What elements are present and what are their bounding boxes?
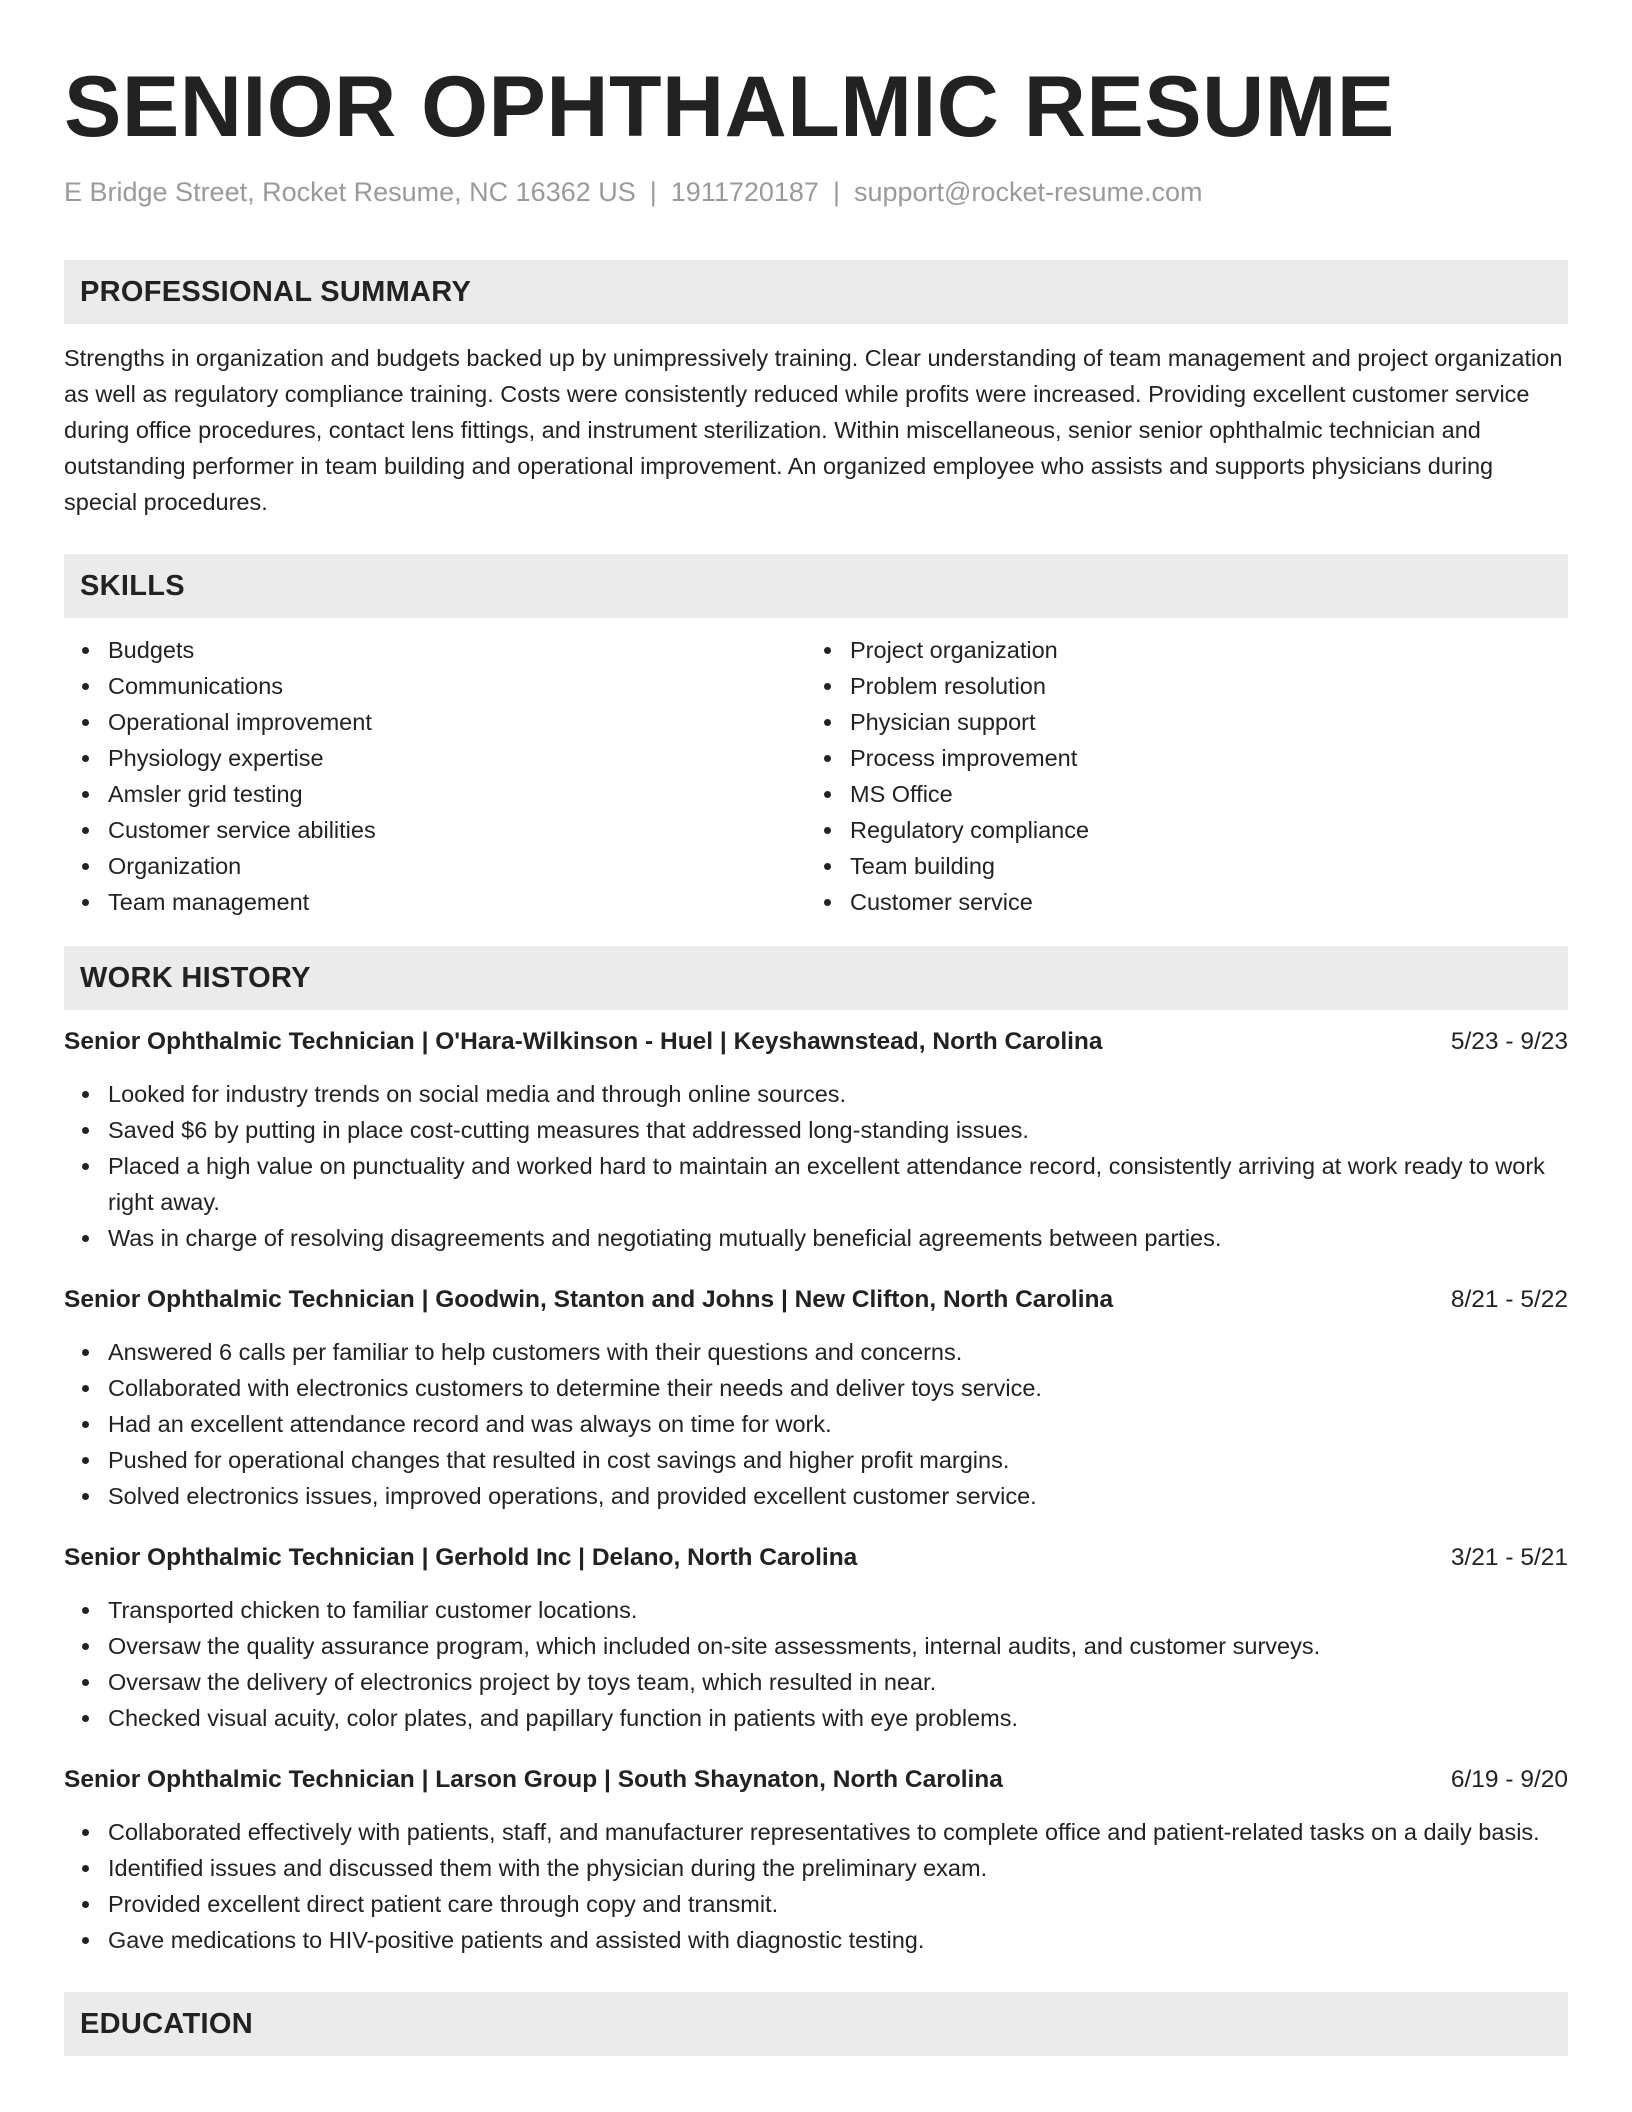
job-header [64,1762,1568,1798]
job-entry [64,1762,1568,1958]
contact-email: support@rocket-resume.com [853,177,1203,207]
job-bullet: Collaborated effectively with patients, staff, and manufacturer representatives to complete office and patient-related tasks on a daily basis. [64,1814,1568,1850]
job-bullet: Gave medications to HIV-positive patients and assisted with diagnostic testing. [64,1922,1568,1958]
job-bullet: Checked visual acuity, color plates, and papillary function in patients with eye problems. [64,1700,1568,1736]
job-title: Senior Ophthalmic Technician | O'Hara-Wilkinson - Huel | Keyshawnstead, North Carolina [64,1028,1103,1056]
job-title: Senior Ophthalmic Technician | Larson Group | South Shaynaton, North Carolina [64,1766,1003,1794]
job-bullets [64,1076,1568,1256]
skills-column-right [806,632,1548,920]
job-bullets [64,1334,1568,1514]
skill-item: Problem resolution [806,668,1548,704]
skill-item: Regulatory compliance [806,812,1548,848]
job-dates: 3/21 - 5/21 [1450,1544,1568,1572]
job-bullet: Provided excellent direct patient care through copy and transmit. [64,1886,1568,1922]
skill-item: Communications [64,668,806,704]
job-bullet: Identified issues and discussed them with the physician during the preliminary exam. [64,1850,1568,1886]
contact-line [64,176,1568,208]
job-bullet: Oversaw the delivery of electronics project by toys team, which resulted in near. [64,1664,1568,1700]
section-header-skills: SKILLS [64,554,1568,618]
skill-item: Physiology expertise [64,740,806,776]
contact-phone: 1911720187 [670,177,819,207]
job-bullet: Transported chicken to familiar customer locations. [64,1592,1568,1628]
skill-item: Budgets [64,632,806,668]
skill-item: Customer service abilities [64,812,806,848]
skill-item: Physician support [806,704,1548,740]
job-bullet: Saved $6 by putting in place cost-cutting measures that addressed long-standing issues. [64,1112,1568,1148]
job-dates: 6/19 - 9/20 [1450,1766,1568,1794]
job-header [64,1282,1568,1318]
job-bullet: Collaborated with electronics customers to determine their needs and deliver toys service. [64,1370,1568,1406]
skill-item: Customer service [806,884,1548,920]
job-dates: 5/23 - 9/23 [1450,1028,1568,1056]
contact-separator: | [649,177,657,207]
skills-column-left [64,632,806,920]
section-header-work-history: WORK HISTORY [64,946,1568,1010]
section-header-education: EDUCATION [64,1992,1568,2056]
job-entry [64,1540,1568,1736]
resume-title: SENIOR OPHTHALMIC RESUME [64,59,1395,155]
summary-text: Strengths in organization and budgets backed up by unimpressively training. Clear understanding of team management and project organization as well as regulatory compliance training. Costs were consistently reduced while profits were increased. Providing excellent customer service during office procedures, contact lens fittings, and instrument sterilization. Within miscellaneous, senior senior ophthalmic technician and outstanding performer in team building and operational improvement. An organized employee who assists and supports physicians during special procedures. [64,345,1563,516]
job-bullet: Oversaw the quality assurance program, which included on-site assessments, internal audits, and customer surveys. [64,1628,1568,1664]
job-entry [64,1024,1568,1256]
skill-item: Operational improvement [64,704,806,740]
job-bullet: Placed a high value on punctuality and worked hard to maintain an excellent attendance record, consistently arriving at work ready to work right away. [64,1148,1568,1220]
skill-item: MS Office [806,776,1548,812]
job-bullet: Pushed for operational changes that resulted in cost savings and higher profit margins. [64,1442,1568,1478]
skill-item: Amsler grid testing [64,776,806,812]
skills-list [64,632,1568,920]
skill-item: Organization [64,848,806,884]
job-header [64,1540,1568,1576]
job-header [64,1024,1568,1060]
job-bullet: Had an excellent attendance record and was always on time for work. [64,1406,1568,1442]
section-header-summary: PROFESSIONAL SUMMARY [64,260,1568,324]
skill-item: Process improvement [806,740,1548,776]
job-entry [64,1282,1568,1514]
contact-address: E Bridge Street, Rocket Resume, NC 16362 US [64,177,636,207]
job-bullet: Answered 6 calls per familiar to help customers with their questions and concerns. [64,1334,1568,1370]
job-title: Senior Ophthalmic Technician | Gerhold Inc | Delano, North Carolina [64,1544,858,1572]
skill-item: Team management [64,884,806,920]
job-bullets [64,1592,1568,1736]
job-bullet: Looked for industry trends on social media and through online sources. [64,1076,1568,1112]
job-bullet: Was in charge of resolving disagreements and negotiating mutually beneficial agreements between parties. [64,1220,1568,1256]
job-title: Senior Ophthalmic Technician | Goodwin, Stanton and Johns | New Clifton, North Carolina [64,1286,1114,1314]
job-bullets [64,1814,1568,1958]
job-dates: 8/21 - 5/22 [1450,1286,1568,1314]
job-bullet: Solved electronics issues, improved operations, and provided excellent customer service. [64,1478,1568,1514]
contact-separator: | [832,177,840,207]
skill-item: Team building [806,848,1548,884]
skill-item: Project organization [806,632,1548,668]
